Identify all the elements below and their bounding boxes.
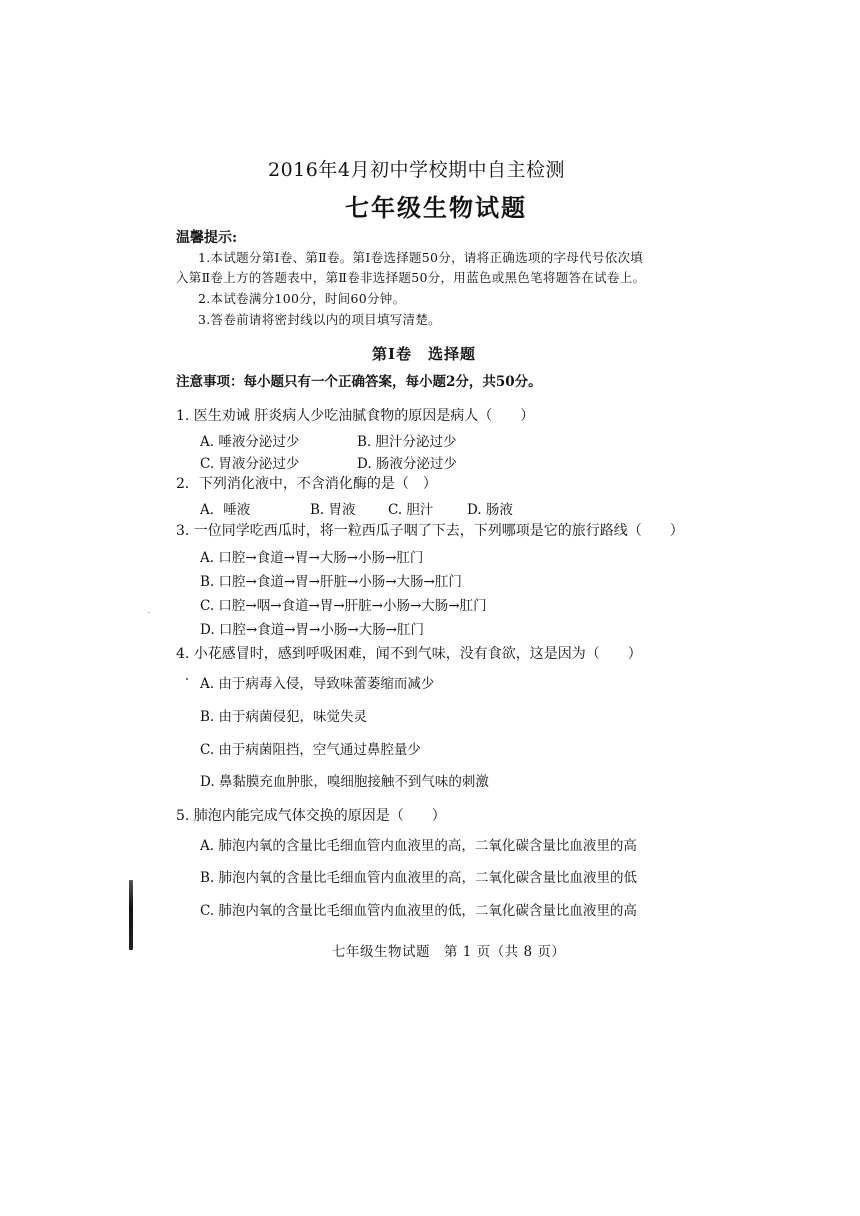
question-5-option-c: C. 肺泡内氧的含量比毛细血管内血液里的低，二氧化碳含量比血液里的高: [200, 903, 637, 919]
question-4-option-d: D. 鼻黏膜充血肿胀，嗅细胞接触不到气味的刺激: [200, 774, 489, 790]
section-title: 第Ⅰ卷 选择题: [372, 345, 477, 363]
scan-artifact-line: [129, 880, 133, 950]
question-1-option-a: A. 唾液分泌过少: [200, 434, 300, 450]
tips-heading: 温馨提示:: [176, 230, 238, 246]
exam-subtitle: 2016年4月初中学校期中自主检测: [268, 159, 565, 181]
question-4-stem: 4. 小花感冒时，感到呼吸困难，闻不到气味，没有食欲，这是因为（ ）: [176, 646, 642, 662]
question-5-option-a: A. 肺泡内氧的含量比毛细血管内血液里的高，二氧化碳含量比血液里的高: [200, 838, 637, 854]
tip-line-1-continued: 入第Ⅱ卷上方的答题表中，第Ⅱ卷非选择题50分，用蓝色或黑色笔将题答在试卷上。: [176, 270, 646, 285]
question-4-option-a: A. 由于病毒入侵，导致味蕾萎缩而减少: [200, 676, 435, 692]
question-3-option-c: C. 口腔→咽→食道→胃→肝脏→小肠→大肠→肛门: [200, 598, 487, 614]
scan-speck: [148, 612, 150, 613]
question-1-option-d: D. 肠液分泌过少: [357, 456, 457, 472]
question-3-option-d: D. 口腔→食道→胃→小肠→大肠→肛门: [200, 622, 424, 638]
question-3-option-a: A. 口腔→食道→胃→大肠→小肠→肛门: [200, 550, 424, 566]
question-2-stem: 2．下列消化液中，不含消化酶的是（ ）: [176, 476, 437, 492]
tip-line-2: 2.本试卷满分100分，时间60分钟。: [198, 291, 406, 306]
question-4-option-c: C. 由于病菌阻挡，空气通过鼻腔量少: [200, 742, 421, 758]
question-1-stem: 1. 医生劝诫 肝炎病人少吃油腻食物的原因是病人（ ）: [176, 408, 535, 424]
question-1-option-c: C. 胃液分泌过少: [200, 456, 300, 472]
scan-speck: [186, 678, 188, 680]
question-2-option-d: D. 肠液: [467, 502, 513, 518]
exam-title: 七年级生物试题: [345, 193, 527, 222]
question-5-option-b: B. 肺泡内氧的含量比毛细血管内血液里的高，二氧化碳含量比血液里的低: [200, 870, 638, 886]
question-2-option-c: C. 胆汁: [388, 502, 434, 518]
tip-line-1: 1.本试题分第Ⅰ卷、第Ⅱ卷。第Ⅰ卷选择题50分，请将正确选项的字母代号依次填: [198, 250, 644, 265]
question-3-option-b: B. 口腔→食道→胃→肝脏→小肠→大肠→肛门: [200, 574, 462, 590]
section-notice: 注意事项：每小题只有一个正确答案，每小题2分，共50分。: [176, 374, 542, 390]
page-footer: 七年级生物试题 第 1 页（共 8 页）: [332, 944, 566, 960]
question-2-option-b: B. 胃液: [310, 502, 356, 518]
question-1-option-b: B. 胆汁分泌过少: [357, 434, 457, 450]
tip-line-3: 3.答卷前请将密封线以内的项目填写清楚。: [198, 312, 441, 327]
question-2-option-a: A．唾液: [200, 502, 251, 518]
question-3-stem: 3. 一位同学吃西瓜时，将一粒西瓜子咽了下去，下列哪项是它的旅行路线（ ）: [176, 523, 684, 539]
question-5-stem: 5. 肺泡内能完成气体交换的原因是（ ）: [176, 808, 446, 824]
question-4-option-b: B. 由于病菌侵犯，味觉失灵: [200, 709, 368, 725]
